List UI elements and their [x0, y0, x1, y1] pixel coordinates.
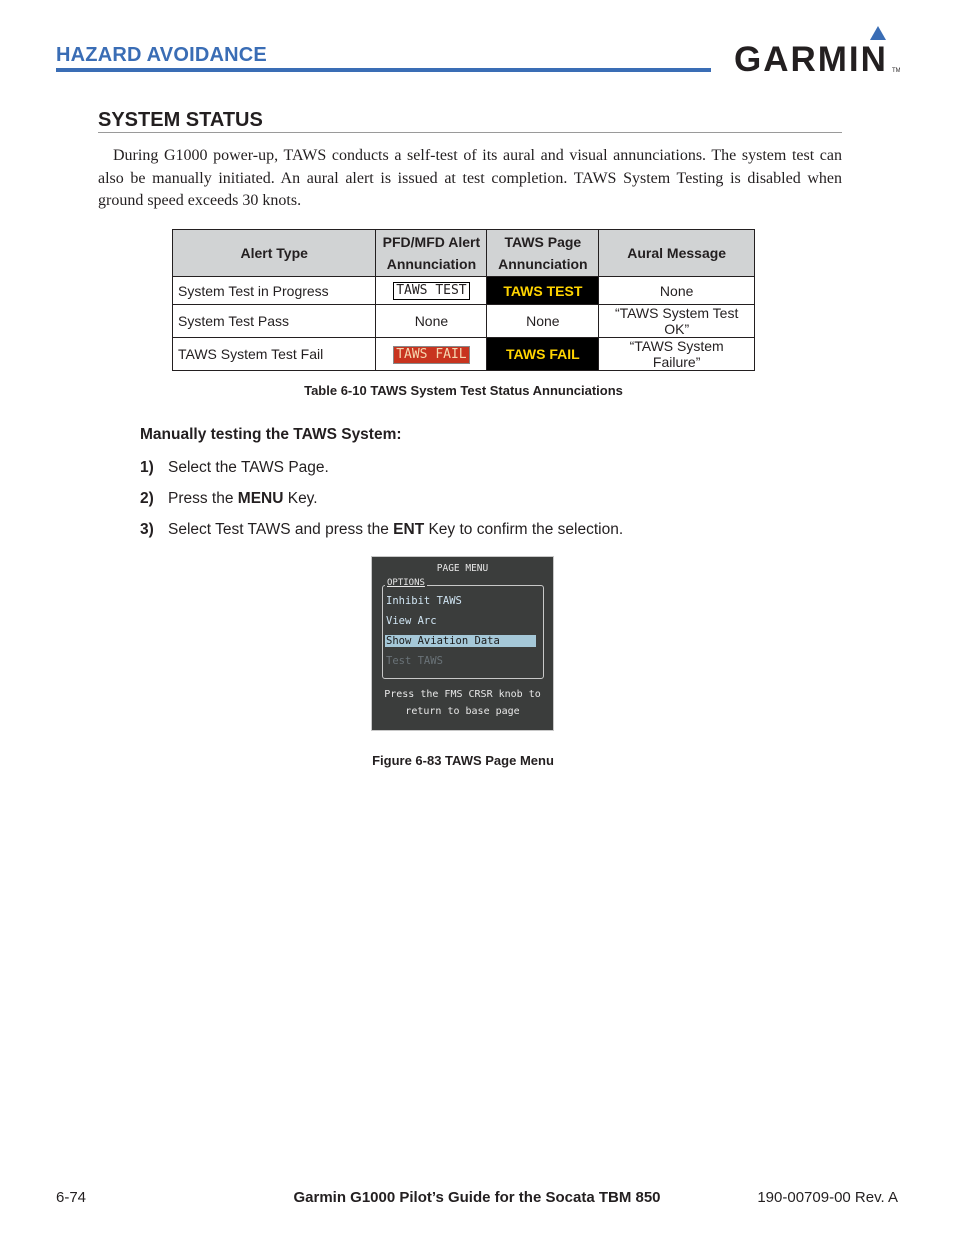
procedure-step [140, 490, 318, 508]
page-number: 6-74 [56, 1189, 87, 1206]
table-header-row [173, 230, 755, 277]
cell-alert-type: System Test Pass [173, 305, 376, 338]
cell-pfd-mfd: None [376, 305, 487, 338]
cell-pfd-mfd [376, 338, 487, 371]
header-pfd-mfd: PFD/MFD Alert Annunciation [376, 230, 487, 277]
doc-number: 190-00709-00 Rev. A [757, 1189, 898, 1206]
procedure-step [140, 459, 329, 477]
step-text-end: Key to confirm the selection. [424, 521, 624, 538]
menu-item-show-aviation-data[interactable]: Show Aviation Data [385, 635, 536, 647]
step-text-end: Key. [283, 490, 318, 507]
table-caption: Table 6-10 TAWS System Test Status Annunciations [304, 383, 623, 398]
step-text: Press the [168, 490, 238, 507]
step-number: 2) [140, 490, 154, 507]
menu-item-view-arc[interactable]: View Arc [386, 615, 437, 627]
taws-fail-annunciation: TAWS FAIL [393, 346, 469, 364]
cell-taws-page: None [487, 305, 599, 338]
menu-help-line: Press the FMS CRSR knob to [384, 689, 541, 700]
step-text: Select the TAWS Page. [168, 459, 329, 476]
figure-caption: Figure 6-83 TAWS Page Menu [372, 753, 554, 768]
cell-taws-page: TAWS FAIL [487, 338, 599, 371]
menu-help-text [372, 686, 553, 720]
options-label: OPTIONS [387, 578, 425, 588]
system-status-heading: SYSTEM STATUS [98, 109, 263, 131]
intro-paragraph: During G1000 power-up, TAWS conducts a self-test of its aural and visual annunciations. The system test can also be manually initiated. An aural alert is issued at test completion. TAWS System Testing is disabled when ground speed exceeds 30 knots. [98, 147, 842, 209]
cell-alert-type: TAWS System Test Fail [173, 338, 376, 371]
table-row [173, 305, 755, 338]
procedure-title: Manually testing the TAWS System: [140, 426, 402, 443]
cell-pfd-mfd [376, 277, 487, 305]
header-taws-page: TAWS Page Annunciation [487, 230, 599, 277]
garmin-logo [734, 26, 900, 76]
cell-taws-page: TAWS TEST [487, 277, 599, 305]
cell-aural: None [599, 277, 755, 305]
table-row [173, 338, 755, 371]
menu-key-label: MENU [237, 490, 284, 507]
step-number: 3) [140, 521, 154, 538]
menu-item-inhibit-taws[interactable]: Inhibit TAWS [386, 595, 462, 607]
step-number: 1) [140, 459, 154, 476]
header-aural: Aural Message [599, 230, 755, 277]
garmin-delta-icon [734, 26, 900, 76]
ent-key-label: ENT [393, 521, 425, 538]
cell-alert-type: System Test in Progress [173, 277, 376, 305]
menu-help-line: return to base page [405, 706, 520, 717]
trademark-mark: TM [892, 68, 900, 74]
taws-test-annunciation: TAWS TEST [393, 282, 469, 300]
section-title: HAZARD AVOIDANCE [56, 44, 267, 66]
table-row [173, 277, 755, 305]
brand-text: GARMIN [734, 40, 888, 76]
cell-aural: “TAWS System Failure” [599, 338, 755, 371]
header-alert-type: Alert Type [173, 230, 376, 277]
cell-aural: “TAWS System Test OK” [599, 305, 755, 338]
page-menu-title: PAGE MENU [436, 563, 489, 574]
taws-page-menu [371, 556, 554, 731]
procedure-step [140, 521, 623, 539]
heading-rule [98, 132, 842, 133]
header-rule [56, 68, 711, 72]
footer-title: Garmin G1000 Pilot’s Guide for the Socata TBM 850 [293, 1189, 661, 1206]
step-text: Select Test TAWS and press the [168, 521, 394, 538]
taws-status-table [172, 229, 755, 371]
menu-item-test-taws[interactable]: Test TAWS [386, 655, 443, 667]
